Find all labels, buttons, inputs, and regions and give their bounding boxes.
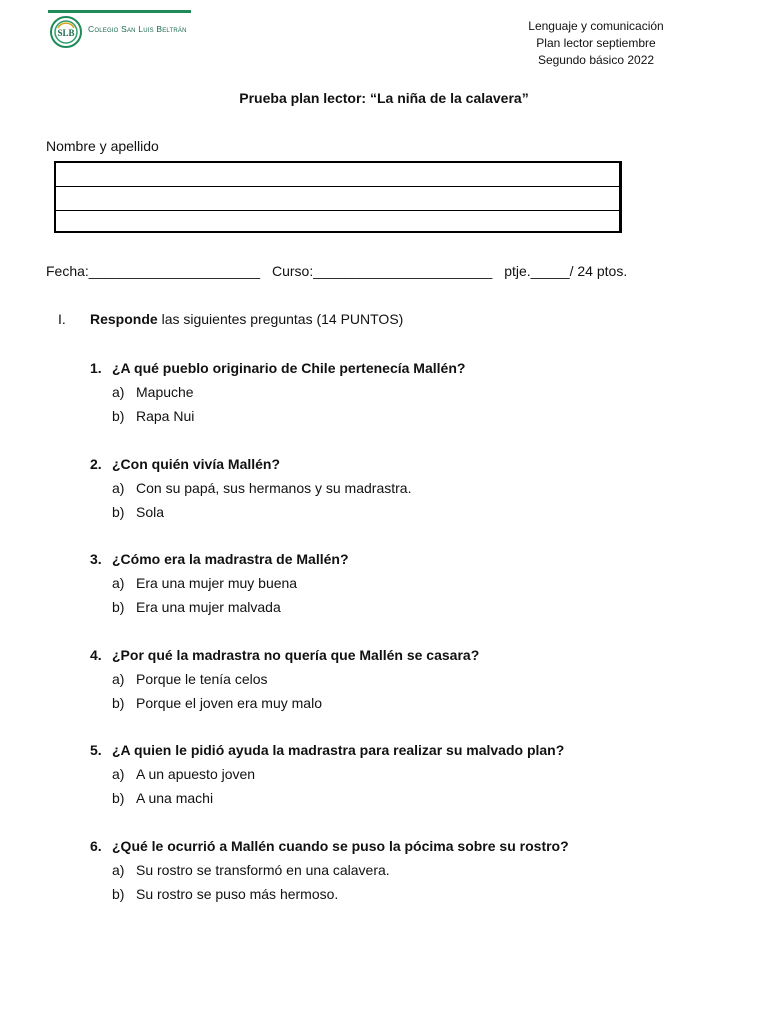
option-text: Era una mujer muy buena [136,575,298,591]
seal-monogram: SLB [57,28,75,38]
option-key: b) [112,885,125,902]
option-a[interactable] [90,860,730,884]
document-header [496,18,696,69]
option-text: Era una mujer malvada [136,599,281,615]
question-2 [90,454,730,550]
option-text: Rapa Nui [136,408,195,424]
question-text: ¿Con quién vivía Mallén? [112,455,281,472]
option-b[interactable] [90,502,730,526]
question-number: 6. [90,837,102,854]
name-line-3[interactable] [56,211,619,235]
option-text: A una machi [136,790,214,806]
option-a[interactable] [90,573,730,597]
option-text: Porque el joven era muy malo [136,694,322,711]
question-number: 5. [90,742,102,758]
question-1 [90,358,730,454]
question-text: ¿Por qué la madrastra no quería que Mallén se casara? [112,646,480,663]
name-label: Nombre y apellido [46,138,159,154]
section-number: I. [58,311,66,327]
question-list [90,358,730,931]
logo-accent-bar [48,10,191,13]
option-key: b) [112,599,125,615]
question-number: 2. [90,455,102,472]
grade-label: Segundo básico 2022 [537,53,655,67]
school-name: Colegio San Luis Beltrán [88,24,187,34]
question-text: ¿Cómo era la madrastra de Mallén? [112,551,349,567]
score-field[interactable]: ptje._____/ 24 ptos. [504,263,628,279]
page-title: Prueba plan lector: “La niña de la calavera” [239,90,529,106]
question-4 [90,645,730,741]
question-text: ¿A qué pueblo originario de Chile pertenecía Mallén? [112,360,466,376]
meta-line [46,263,635,279]
section-instruction: las siguientes preguntas (14 PUNTOS) [157,311,404,327]
question-5 [90,740,730,836]
option-b[interactable] [90,693,730,717]
question-number: 1. [90,360,102,376]
section-instruction-bold: Responde [90,311,158,327]
option-b[interactable] [90,788,730,812]
question-number: 4. [90,646,102,663]
option-key: a) [112,575,125,591]
subject-label: Lenguaje y comunicación [528,19,664,33]
question-text: ¿Qué le ocurrió a Mallén cuando se puso la pócima sobre su rostro? [112,837,569,854]
option-key: b) [112,503,125,520]
name-line-1[interactable] [56,163,619,187]
option-text: Su rostro se transformó en una calavera. [136,861,390,878]
option-key: a) [112,766,125,782]
option-text: A un apuesto joven [136,766,256,782]
option-a[interactable] [90,382,730,406]
option-key: b) [112,694,125,711]
option-b[interactable] [90,597,730,621]
option-a[interactable] [90,669,730,693]
option-text: Porque le tenía celos [136,670,268,687]
course-field[interactable]: Curso:_______________________ [272,263,493,279]
option-text: Su rostro se puso más hermoso. [136,885,339,902]
name-line-2[interactable] [56,187,619,211]
option-key: a) [112,479,125,496]
option-b[interactable] [90,406,730,430]
plan-label: Plan lector septiembre [536,36,656,50]
option-key: b) [112,790,125,806]
option-key: a) [112,861,125,878]
question-6 [90,836,730,932]
name-answer-box[interactable] [54,161,622,233]
option-a[interactable] [90,478,730,502]
option-a[interactable] [90,764,730,788]
option-key: a) [112,384,125,400]
date-field[interactable]: Fecha:______________________ [46,263,261,279]
option-key: a) [112,670,125,687]
question-text: ¿A quien le pidió ayuda la madrastra para realizar su malvado plan? [112,742,565,758]
option-text: Sola [136,503,165,520]
option-b[interactable] [90,884,730,908]
option-text: Mapuche [136,384,194,400]
option-text: Con su papá, sus hermanos y su madrastra. [136,479,412,496]
question-3 [90,549,730,645]
option-key: b) [112,408,125,424]
question-number: 3. [90,551,102,567]
section-heading [58,311,403,327]
school-logo [48,10,192,50]
school-seal-icon [50,16,82,48]
